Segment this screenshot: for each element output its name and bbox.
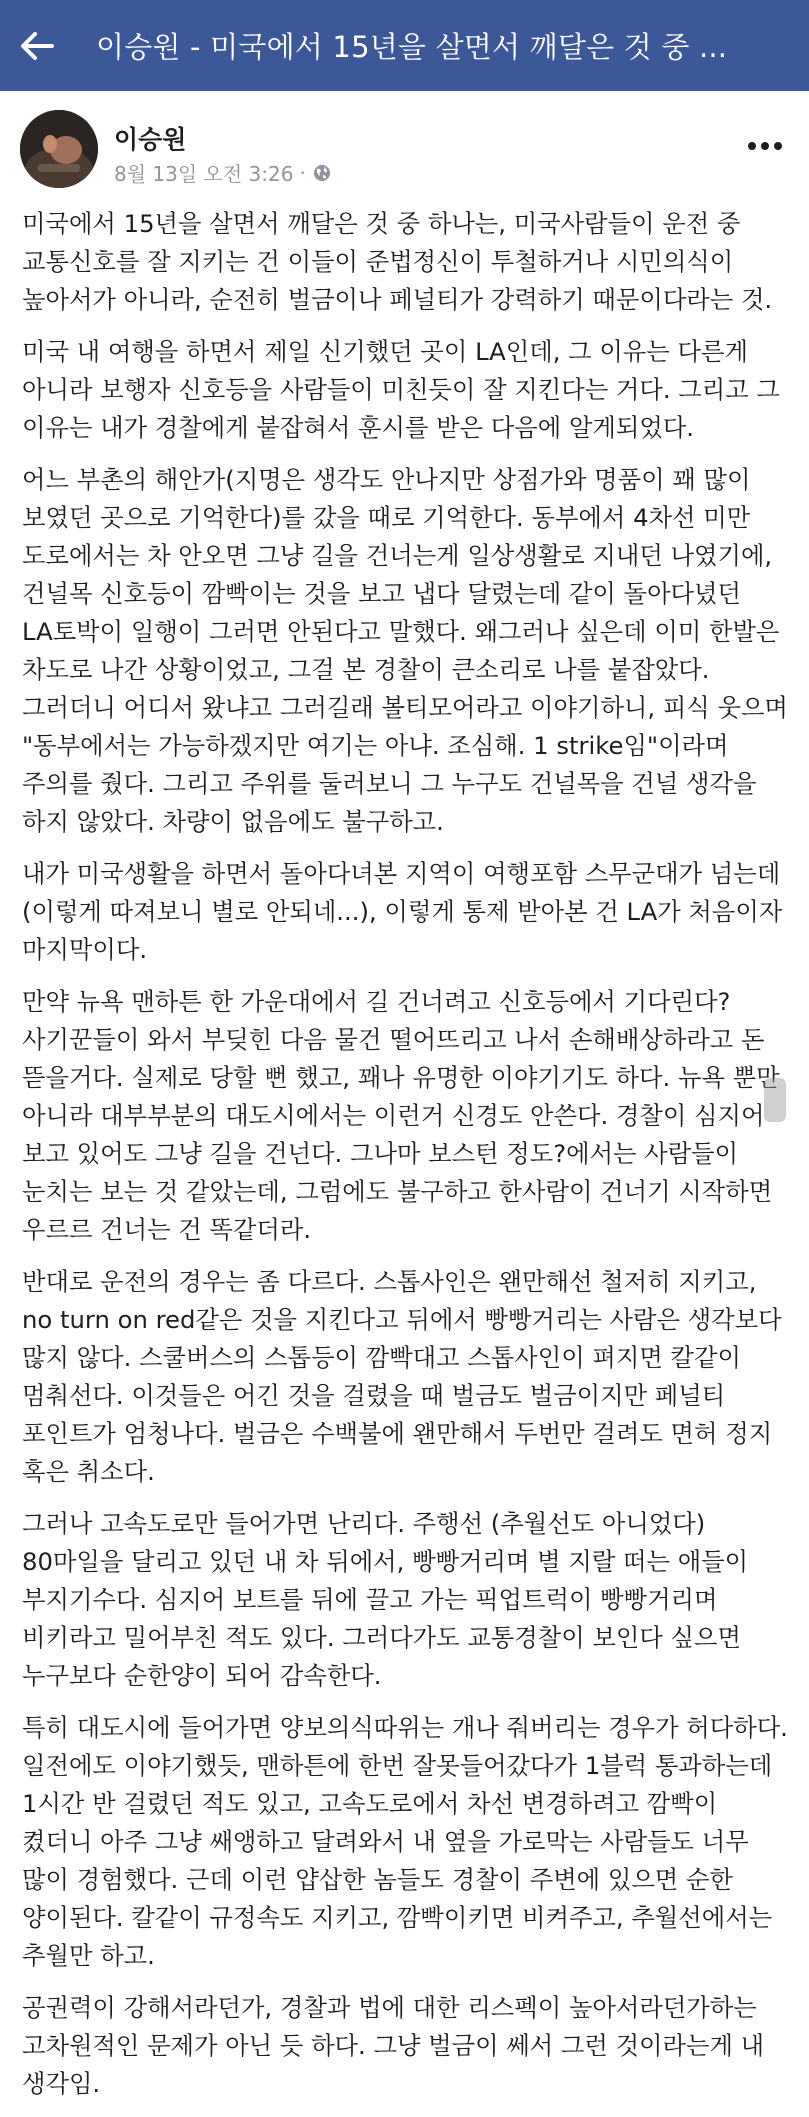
more-options-button[interactable] — [743, 134, 787, 158]
meta-separator: · — [299, 160, 306, 185]
post-paragraph: 그러나 고속도로만 들어가면 난리다. 주행선 (추월선도 아니었다) 80마일을 달리고 있던 내 차 뒤에서, 빵빵거리며 별 지랄 떠는 애들이 부지기수다. 심지어 보트를 뒤에 끌고 가는 픽업트럭이 빵빵거리며 비키라고 밀어부친 적도 있다. 그러다가도 교통경찰이 보인다 싶으면 누구보다 순한양이 되어 감속한다. — [22, 1509, 749, 1690]
top-app-bar — [0, 0, 809, 91]
avatar-image — [20, 110, 98, 188]
post-header — [0, 110, 809, 190]
page-title: 이승원 - 미국에서 15년을 살면서 깨달은 것 중 ... — [96, 30, 728, 64]
post-paragraph: 반대로 운전의 경우는 좀 다르다. 스톱사인은 왠만해선 철저히 지키고, no turn on red같은 것을 지킨다고 뒤에서 빵빵거리는 사람은 생각보다 많지 않다. 스쿨버스의 스톱등이 깜빡대고 스톱사인이 펴지면 칼같이 멈춰선다. 이것들은 어긴 것을 걸렸을 때 벌금도 벌금이지만 페널티 포인트가 엄청나다. 벌금은 수백불에 왠만해서 두번만 걸려도 면허 정지 혹은 취소다. — [22, 1267, 782, 1486]
more-dots-icon — [747, 141, 783, 151]
post-paragraph: 공권력이 강해서라던가, 경찰과 법에 대한 리스펙이 높아서라던가하는 고차원적인 문제가 아닌 듯 하다. 그냥 벌금이 쎄서 그런 것이라는게 내 생각임. — [22, 1993, 765, 2098]
post-paragraph: 내가 미국생활을 하면서 돌아다녀본 지역이 여행포함 스무군대가 넘는데(이렇게 따져보니 별로 안되네...), 이렇게 통제 받아본 건 LA가 처음이자 마지막이다. — [22, 859, 783, 964]
post-paragraph: 어느 부촌의 해안가(지명은 생각도 안나지만 상점가와 명품이 꽤 많이 보였던 곳으로 기억한다)를 갔을 때로 기억한다. 동부에서 4차선 미만 도로에서는 차 안오면 그냥 길을 건너는게 일상생활로 지내던 나였기에, 건널목 신호등이 깜빡이는 것을 보고 냅다 달렸는데 같이 돌아다녔던 LA토박이 일행이 그러면 안된다고 말했다. 왜그러나 싶은데 이미 한발은 차도로 나간 상황이었고, 그걸 본 경찰이 큰소리로 나를 붙잡았다. 그러더니 어디서 왔냐고 그러길래 볼티모어라고 이야기하니, 피식 웃으며 "동부에서는 가능하겠지만 여기는 아냐. 조심해. 1 strike임"이라며 주의를 줬다. 그리고 주위를 둘러보니 그 누구도 건널목을 건널 생각을 하지 않았다. 차량이 없음에도 불구하고. — [22, 465, 788, 836]
globe-icon — [312, 163, 332, 183]
post-paragraph: 만약 뉴욕 맨하튼 한 가운대에서 길 건너려고 신호등에서 기다린다? 사기꾼들이 와서 부딪힌 다음 물건 떨어뜨리고 나서 손해배상하라고 돈 뜯을거다. 실제로 당할 뻔 했고, 꽤나 유명한 이야기기도 하다. 뉴욕 뿐만 아니라 대부부분의 대도시에서는 이런거 신경도 안쓴다. 경찰이 심지어 보고 있어도 그냥 길을 건넌다. 그나마 보스턴 정도?에서는 사람들이 눈치는 보는 것 같았는데, 그럼에도 불구하고 한사람이 건너기 시작하면 우르르 건너는 건 똑같더라. — [22, 987, 780, 1244]
post-paragraph: 미국 내 여행을 하면서 제일 신기했던 곳이 LA인데, 그 이유는 다른게 아니라 보행자 신호등을 사람들이 미친듯이 잘 지킨다는 거다. 그리고 그 이유는 내가 경찰에게 붙잡혀서 훈시를 받은 다음에 알게되었다. — [22, 337, 780, 442]
post-timestamp[interactable]: 8월 13일 오전 3:26 — [114, 162, 294, 186]
back-button[interactable] — [18, 27, 56, 65]
author-name[interactable]: 이승원 — [114, 125, 187, 154]
avatar[interactable] — [20, 110, 98, 188]
back-arrow-icon — [20, 31, 54, 61]
post-paragraph: 특히 대도시에 들어가면 양보의식따위는 개나 줘버리는 경우가 허다하다. 일전에도 이야기했듯, 맨하튼에 한번 잘못들어갔다가 1블럭 통과하는데 1시간 반 걸렸던 적도 있고, 고속도로에서 차선 변경하려고 깜빡이 켰더니 아주 그냥 쌔앵하고 달려와서 내 옆을 가로막는 사람들도 너무 많이 경험했다. 근데 이런 얍삽한 놈들도 경찰이 주변에 있으면 순한 양이된다. 칼같이 규정속도 지키고, 깜빡이키면 비켜주고, 추월선에서는 추월만 하고. — [22, 1713, 788, 1970]
post-paragraph: 미국에서 15년을 살면서 깨달은 것 중 하나는, 미국사람들이 운전 중 교통신호를 잘 지키는 건 이들이 준법정신이 투철하거나 시민의식이 높아서가 아니라, 순전히 벌금이나 페널티가 강력하기 때문이다라는 것. — [22, 209, 773, 314]
post-body — [22, 205, 788, 2117]
post-meta — [114, 158, 332, 187]
scroll-handle[interactable] — [764, 1078, 786, 1122]
